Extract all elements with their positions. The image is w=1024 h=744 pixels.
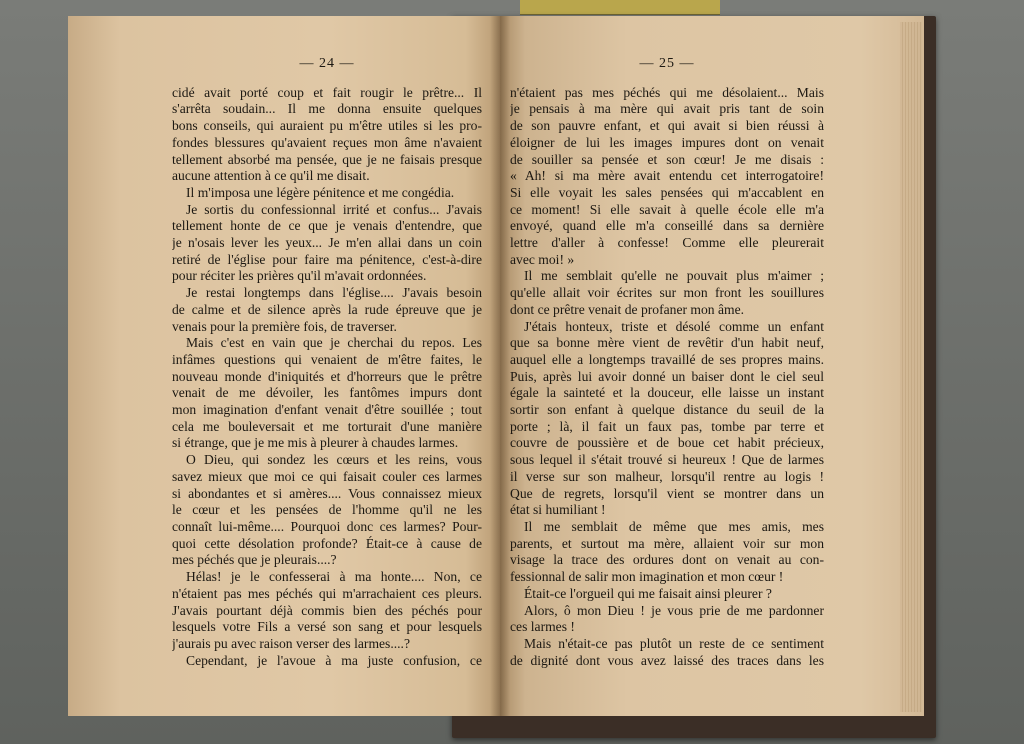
text-line: s'arrêta soudain... Il me donna ensuite quelques: [172, 101, 482, 117]
text-line: je pensais à ma mère qui avait pris tant de soin: [510, 101, 824, 117]
text-line: infâmes questions qui venaient de m'être faites, le: [172, 351, 482, 367]
right-page: [500, 16, 924, 716]
text-line: le cœur et les pensées de l'homme qu'il ne les: [172, 502, 482, 518]
text-line: n'étaient pas mes péchés qui me désolaient... Mais: [510, 84, 824, 100]
text-line: cela me bouleversait et me torturait d'une manière: [172, 418, 482, 434]
text-line: de son pauvre enfant, et qui avait si bien réussi à: [510, 118, 824, 134]
text-line: connaît lui-même.... Pourquoi donc ces larmes? Pour-: [172, 518, 482, 534]
text-line: pour réciter les prières qu'il m'avait ordonnées.: [172, 268, 427, 284]
text-line: j'aurais pu avec raison verser des larmes....?: [172, 635, 410, 651]
text-line: auquel elle a longtemps travaillé de ses propres mains.: [510, 351, 824, 367]
text-line: Je sortis du confessionnal irrité et confus... J'avais: [186, 201, 482, 217]
text-line: avec moi! »: [510, 251, 575, 267]
text-line: J'étais honteux, triste et désolé comme un enfant: [524, 318, 824, 334]
text-line: O Dieu, qui sondez les cœurs et les reins, vous: [186, 452, 482, 468]
text-line: Cependant, je l'avoue à ma juste confusion, ce: [186, 652, 482, 668]
text-line: Il me semblait de même que mes amis, mes: [524, 518, 824, 534]
text-line: de calme et de silence après la rude épreuve que je: [172, 301, 482, 317]
bookmark-strip: [520, 0, 720, 15]
text-line: je n'osais lever les yeux... Je m'en allai dans un coin: [172, 235, 482, 251]
left-page-number: — 24 —: [299, 56, 355, 71]
text-line: Était-ce l'orgueil qui me faisait ainsi pleurer ?: [524, 585, 772, 601]
text-line: quoi cette désolation profonde? Était-ce à cause de: [172, 535, 482, 551]
text-line: que sa bonne mère vient de revêtir d'un habit neuf,: [510, 335, 824, 351]
text-line: savez mieux que moi ce qui faisait couler ces larmes: [172, 468, 482, 484]
text-line: « Ah! si ma mère avait entendu cet interrogatoire!: [510, 168, 824, 184]
text-line: porte ; là, il fait un faux pas, tombe par terre et: [510, 418, 824, 434]
text-line: Hélas! je le confesserai à ma honte.... Non, ce: [186, 569, 482, 585]
text-line: couvre de poussière et de boue cet habit précieux,: [510, 435, 824, 451]
text-line: tellement honte de ce que je venais d'entendre, que: [172, 218, 482, 234]
text-line: ces larmes !: [510, 619, 575, 635]
text-line: mon imagination d'enfant venait d'être souillée ; tout: [172, 402, 482, 418]
text-line: bons conseils, qui auraient pu m'être utiles si les pro-: [172, 118, 482, 134]
text-line: Mais n'était-ce pas plutôt un reste de ce sentiment: [524, 635, 824, 651]
text-line: retiré de l'église pour faire ma pénitence, c'est-à-dire: [172, 251, 482, 267]
text-line: égale la sainteté et la douceur, elle laisse un instant: [510, 385, 824, 401]
left-page-text: [172, 85, 482, 670]
text-line: Mais c'est en vain que je cherchai du repos. Les: [186, 335, 482, 351]
text-line: si abondantes et si amères.... Vous connaissez mieux: [172, 485, 482, 501]
text-line: éloigner de lui les images impures dont on venait: [510, 134, 824, 150]
text-line: Alors, ô mon Dieu ! je vous prie de me pardonner: [524, 602, 824, 618]
text-line: de souiller sa pensée et son cœur! Je me disais :: [510, 151, 824, 167]
text-line: sous lequel il s'était trouvé si heureux ! Que de larmes: [510, 452, 824, 468]
text-line: Que de regrets, lorsqu'il vient se montrer dans un: [510, 485, 824, 501]
text-line: lesquels votre Fils a versé son sang et pour lesquels: [172, 619, 482, 635]
text-line: ce moment! Si elle savait à quelle école elle m'a: [510, 201, 824, 217]
text-line: état si humiliant !: [510, 502, 606, 518]
text-line: fondes blessures qu'avaient reçues mon âme n'avaient: [172, 134, 482, 150]
text-line: qu'elle allait voir écrites sur mon front les souillures: [510, 285, 824, 301]
text-line: n'étaient pas mes péchés qui m'arrachaient ces pleurs.: [172, 585, 482, 601]
text-line: fessionnal de salir mon imagination et mon cœur !: [510, 569, 784, 585]
text-line: aucune attention à ce qu'il me disait.: [172, 168, 370, 184]
text-line: si étrange, que je me mis à pleurer à chaudes larmes.: [172, 435, 459, 451]
text-line: visage la trace des ordures dont on venait au con-: [510, 552, 824, 568]
text-line: Il m'imposa une légère pénitence et me congédia.: [186, 184, 455, 200]
text-line: venait de me dévoiler, les fantômes impurs dont: [172, 385, 482, 401]
text-line: tellement absorbé ma pensée, que je ne faisais presque: [172, 151, 482, 167]
text-line: Si elle voyait les sales pensées qui m'accablent en: [510, 184, 824, 200]
text-line: il verse sur son malheur, lorsqu'il rentre au logis !: [510, 468, 824, 484]
text-line: venais pour la première fois, de traverser.: [172, 318, 397, 334]
text-line: dont ce prêtre venait de profaner mon âme.: [510, 301, 745, 317]
text-line: envoyé, quand elle m'a conseillé dans sa dernière: [510, 218, 824, 234]
book-gutter: [490, 16, 510, 716]
text-line: sortir son enfant à quelque distance du seuil de la: [510, 402, 824, 418]
text-line: lettre d'aller à confesse! Comme elle pleurerait: [510, 235, 824, 251]
text-line: J'avais pourtant déjà commis bien des péchés pour: [172, 602, 482, 618]
right-page-number: — 25 —: [639, 56, 695, 71]
right-page-text: [510, 85, 824, 670]
text-line: de dignité dont vous avez laissé des traces dans les: [510, 652, 824, 668]
page-edges: [900, 22, 922, 712]
text-line: Puis, après lui avoir donné un baiser dont le ciel seul: [510, 368, 824, 384]
text-line: parents, et surtout ma mère, allaient voir sur mon: [510, 535, 824, 551]
text-line: nouveau monde d'iniquités et d'horreurs que le prêtre: [172, 368, 482, 384]
text-line: Il me semblait qu'elle ne pouvait plus m'aimer ;: [524, 268, 824, 284]
left-page: [68, 16, 500, 716]
text-line: Je restai longtemps dans l'église.... J'avais besoin: [186, 285, 482, 301]
text-line: mes péchés que je pleurais....?: [172, 552, 337, 568]
text-line: cidé avait porté coup et fait rougir le prêtre... Il: [172, 84, 482, 100]
